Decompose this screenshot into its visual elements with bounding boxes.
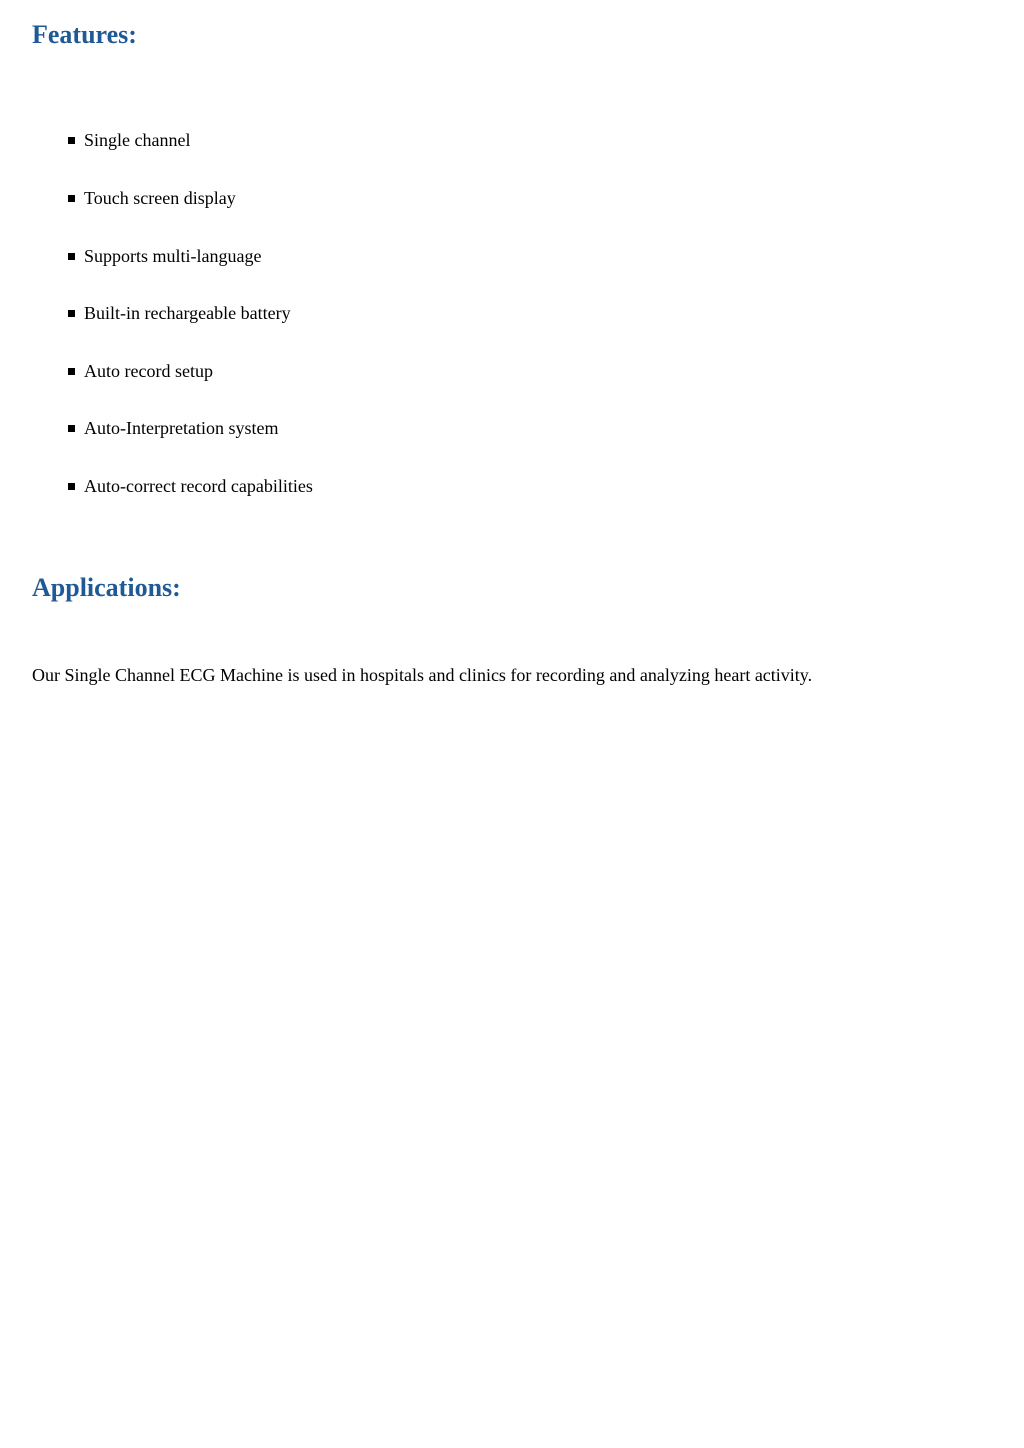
feature-label: Single channel (84, 130, 191, 150)
feature-label: Auto record setup (84, 361, 213, 381)
square-bullet-icon (68, 137, 75, 144)
applications-heading: Applications: (32, 573, 181, 602)
applications-paragraph: Our Single Channel ECG Machine is used in hospitals and clinics for recording and analyzing heart activity. (32, 665, 813, 685)
square-bullet-icon (68, 368, 75, 375)
feature-label: Touch screen display (84, 188, 236, 208)
square-bullet-icon (68, 253, 75, 260)
feature-label: Supports multi-language (84, 246, 262, 266)
feature-label: Auto-Interpretation system (84, 418, 279, 438)
square-bullet-icon (68, 195, 75, 202)
feature-label: Built-in rechargeable battery (84, 303, 291, 323)
square-bullet-icon (68, 310, 75, 317)
square-bullet-icon (68, 483, 75, 490)
feature-label: Auto-correct record capabilities (84, 476, 313, 496)
square-bullet-icon (68, 425, 75, 432)
features-heading: Features: (32, 20, 137, 49)
